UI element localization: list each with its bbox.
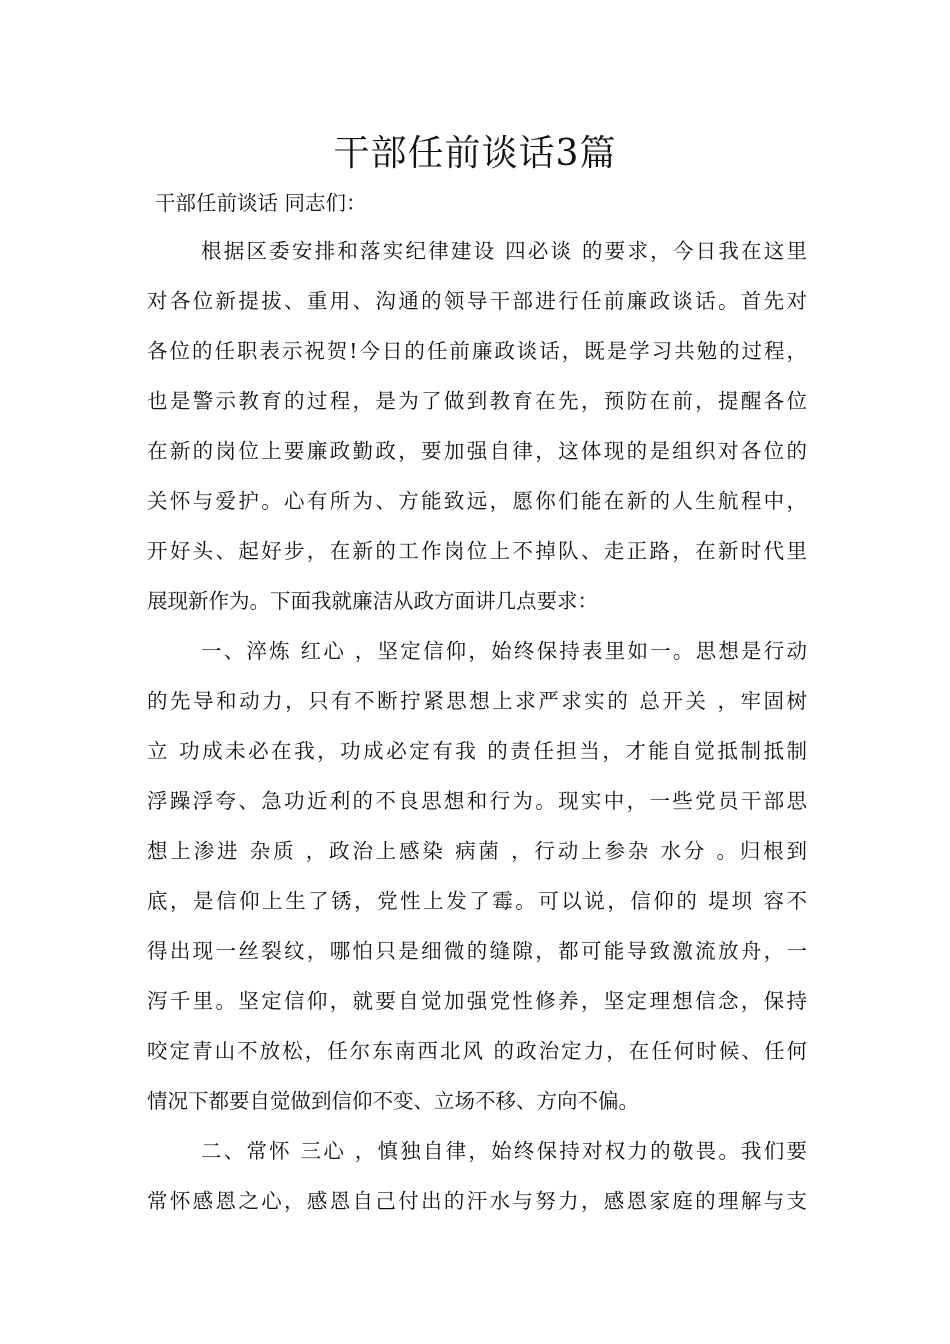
text-line: 对各位新提拔、重用、沟通的领导干部进行任前廉政谈话。首先对 — [147, 289, 807, 313]
text-line: 各位的任职表示祝贺!今日的任前廉政谈话，既是学习共勉的过程， — [147, 339, 807, 363]
text-line: 常怀感恩之心，感恩自己付出的汗水与努力，感恩家庭的理解与支 — [147, 1189, 807, 1213]
text-line: 开好头、起好步，在新的工作岗位上不掉队、走正路，在新时代里 — [147, 539, 807, 563]
text-line: 的先导和动力，只有不断拧紧思想上求严求实的 总开关 ，牢固树 — [147, 689, 807, 713]
document-subtitle: 干部任前谈话 同志们： — [155, 191, 367, 215]
text-line: 一、淬炼 红心 ，坚定信仰，始终保持表里如一。思想是行动 — [201, 639, 807, 663]
text-line: 展现新作为。下面我就廉洁从政方面讲几点要求： — [147, 589, 598, 613]
text-line: 也是警示教育的过程，是为了做到教育在先，预防在前，提醒各位 — [147, 389, 807, 413]
text-line: 底，是信仰上生了锈，党性上发了霉。可以说，信仰的 堤坝 容不 — [147, 889, 807, 913]
text-line: 情况下都要自觉做到信仰不变、立场不移、方向不偏。 — [147, 1089, 639, 1113]
text-line: 在新的岗位上要廉政勤政，要加强自律，这体现的是组织对各位的 — [147, 439, 807, 463]
text-line: 想上渗进 杂质 ，政治上感染 病菌 ，行动上参杂 水分 。归根到 — [147, 839, 807, 863]
document-title: 干部任前谈话3篇 — [333, 133, 617, 174]
text-line: 根据区委安排和落实纪律建设 四必谈 的要求，今日我在这里 — [201, 239, 807, 263]
text-line: 得出现一丝裂纹，哪怕只是细微的缝隙，都可能导致激流放舟，一 — [147, 939, 807, 963]
text-line: 泻千里。坚定信仰，就要自觉加强党性修养，坚定理想信念，保持 — [147, 989, 807, 1013]
text-line: 立 功成未必在我，功成必定有我 的责任担当，才能自觉抵制抵制 — [147, 739, 807, 763]
text-line: 二、常怀 三心 ，慎独自律，始终保持对权力的敬畏。我们要 — [201, 1139, 807, 1163]
text-line: 咬定青山不放松，任尔东南西北风 的政治定力，在任何时候、任何 — [147, 1039, 807, 1063]
text-line: 浮躁浮夸、急功近利的不良思想和行为。现实中，一些党员干部思 — [147, 789, 807, 813]
text-line: 关怀与爱护。心有所为、方能致远，愿你们能在新的人生航程中， — [147, 489, 807, 513]
